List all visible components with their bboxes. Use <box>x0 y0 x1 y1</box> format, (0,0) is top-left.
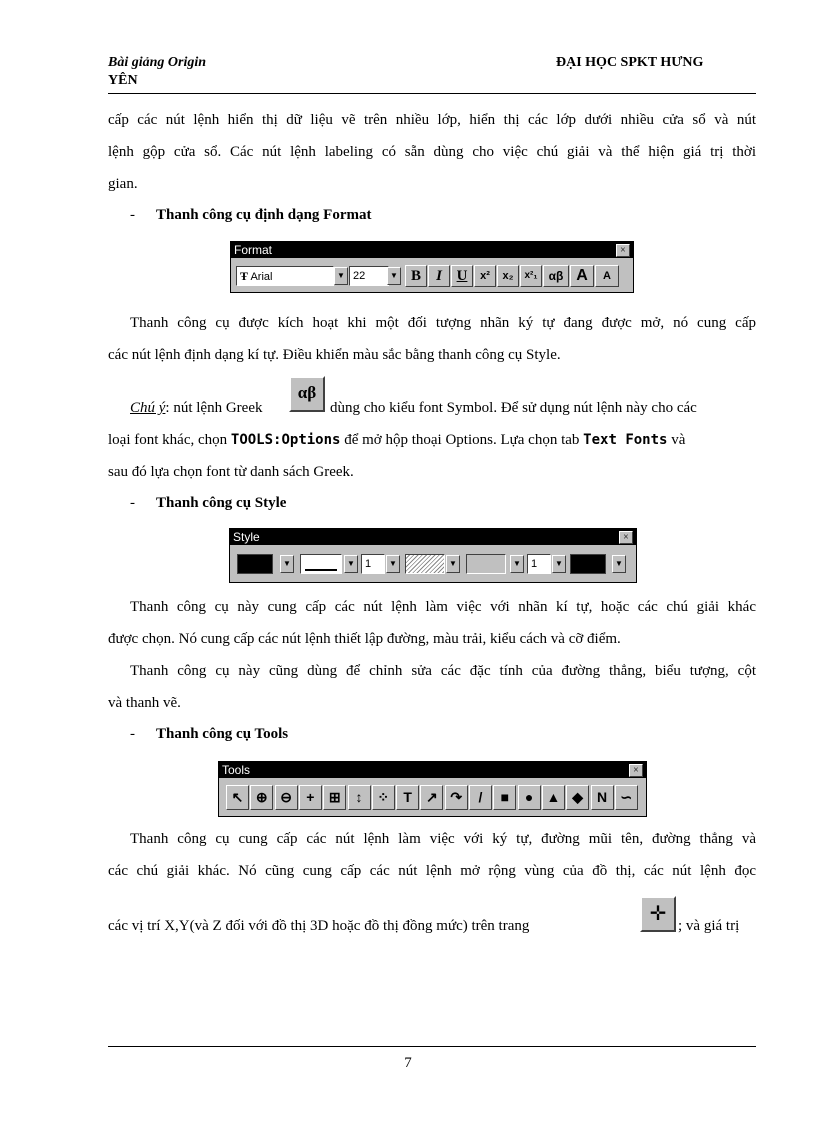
font-value: Arial <box>250 271 273 283</box>
intro-line-1: cấp các nút lệnh hiển thị dữ liệu vẽ trên nhiều lớp, hiển thị các lớp dưới nhiều cửa sổ và nút <box>108 112 756 128</box>
note-line2-b: để mở hộp thoại Options. Lựa chọn tab <box>340 432 584 448</box>
note-text-2: dùng cho kiểu font Symbol. Để sử dụng nút lệnh này cho các <box>330 400 697 416</box>
note-line-1 <box>130 400 262 417</box>
format-heading <box>130 207 371 224</box>
text-tool-button[interactable]: T <box>396 785 419 810</box>
crosshair-icon: ✛ <box>640 896 676 932</box>
close-icon[interactable]: × <box>619 531 633 544</box>
format-toolbar-title: Format <box>231 242 633 258</box>
bullet-dash: - <box>130 726 135 742</box>
header-title-continued: YÊN <box>108 73 138 88</box>
style-heading <box>130 495 286 512</box>
style-toolbar <box>229 528 637 583</box>
note-label: Chú ý <box>130 400 166 416</box>
tools-desc-line-3b: ; và giá trị <box>678 918 740 934</box>
dropdown-arrow-icon[interactable]: ▼ <box>612 555 626 573</box>
dropdown-arrow-icon[interactable]: ▼ <box>510 555 524 573</box>
border-color-swatch[interactable] <box>570 554 606 574</box>
dropdown-arrow-icon[interactable]: ▼ <box>446 555 460 573</box>
bold-button[interactable]: B <box>405 265 427 287</box>
pointer-button[interactable]: ↖ <box>226 785 249 810</box>
note-line-3: sau đó lựa chọn font từ danh sách Greek. <box>108 464 354 480</box>
greek-button[interactable]: αβ <box>543 265 569 287</box>
note-text-1: : nút lệnh Greek <box>165 400 263 416</box>
fill-color-select[interactable] <box>466 554 506 574</box>
style-desc-line-4: và thanh vẽ. <box>108 695 181 711</box>
note-line-2 <box>108 432 685 449</box>
intro-line-3: gian. <box>108 176 138 192</box>
bullet-dash: - <box>130 207 135 223</box>
format-heading-text: Thanh công cụ định dạng Format <box>156 207 372 223</box>
style-toolbar-title: Style <box>230 529 636 545</box>
region-tool-button[interactable]: ◆ <box>566 785 589 810</box>
decrease-font-button[interactable]: A <box>595 265 619 287</box>
tools-options-command: TOOLS:Options <box>230 432 341 448</box>
truetype-icon: Ŧ <box>240 269 249 283</box>
tools-heading-text: Thanh công cụ Tools <box>156 726 289 742</box>
polyline-tool-button[interactable]: N <box>591 785 614 810</box>
note-line2-a: loại font khác, chọn <box>108 432 231 448</box>
increase-font-button[interactable]: A <box>570 265 594 287</box>
supersubscript-button[interactable]: x²₁ <box>520 265 542 287</box>
tools-toolbar <box>218 761 647 817</box>
rectangle-tool-button[interactable]: ■ <box>493 785 516 810</box>
border-width-select[interactable]: 1 <box>527 554 551 574</box>
superscript-button[interactable]: x² <box>474 265 496 287</box>
dropdown-arrow-icon[interactable]: ▼ <box>552 555 566 573</box>
header-rule <box>108 93 756 94</box>
underline-button[interactable]: U <box>451 265 473 287</box>
line-tool-button[interactable]: / <box>469 785 492 810</box>
dropdown-arrow-icon[interactable]: ▼ <box>280 555 294 573</box>
style-heading-text: Thanh công cụ Style <box>156 495 287 511</box>
greek-icon: αβ <box>289 376 325 412</box>
dropdown-arrow-icon[interactable]: ▼ <box>344 555 358 573</box>
data-selector-button[interactable]: ↕ <box>348 785 371 810</box>
size-dropdown-arrow-icon[interactable]: ▼ <box>387 267 401 285</box>
page-number: 7 <box>404 1055 412 1071</box>
style-desc-line-2: được chọn. Nó cung cấp các nút lệnh thiết lập đường, màu trải, kiểu cách và cỡ điểm. <box>108 631 621 647</box>
dropdown-arrow-icon[interactable]: ▼ <box>386 555 400 573</box>
draw-data-button[interactable]: ⁘ <box>372 785 395 810</box>
header-title: Bài giảng Origin <box>108 55 207 70</box>
circle-tool-button[interactable]: ● <box>518 785 541 810</box>
format-desc-line-1: Thanh công cụ được kích hoạt khi một đối tượng nhãn ký tự đang được mở, nó cung cấp <box>130 315 756 331</box>
font-size-select[interactable]: 22 <box>349 266 389 286</box>
style-desc-line-3: Thanh công cụ này cũng dùng để chỉnh sửa các đặc tính của đường thẳng, biểu tượng, cột <box>130 663 756 679</box>
italic-button[interactable]: I <box>428 265 450 287</box>
tools-toolbar-title: Tools <box>219 762 646 778</box>
curved-arrow-tool-button[interactable]: ↷ <box>445 785 468 810</box>
screen-reader-button[interactable]: + <box>299 785 322 810</box>
font-select[interactable] <box>236 266 334 286</box>
style-desc-line-1: Thanh công cụ này cung cấp các nút lệnh làm việc với nhãn kí tự, hoặc các chú giải khác <box>130 599 756 615</box>
close-icon[interactable]: × <box>629 764 643 777</box>
tools-desc-line-3a: các vị trí X,Y(và Z đối với đồ thị 3D hoặc đồ thị đồng mức) trên trang <box>108 918 530 934</box>
line-style-select[interactable] <box>300 554 342 574</box>
polygon-tool-button[interactable]: ▲ <box>542 785 565 810</box>
fill-pattern-select[interactable] <box>405 554 445 574</box>
tools-heading <box>130 726 288 743</box>
zoom-in-button[interactable]: ⊕ <box>250 785 273 810</box>
header-institution: ĐẠI HỌC SPKT HƯNG <box>556 55 704 70</box>
format-desc-line-2: các nút lệnh định dạng kí tự. Điều khiển màu sắc bằng thanh công cụ Style. <box>108 347 561 363</box>
footer-rule <box>108 1046 756 1047</box>
bullet-dash: - <box>130 495 135 511</box>
font-dropdown-arrow-icon[interactable]: ▼ <box>334 267 348 285</box>
close-icon[interactable]: × <box>616 244 630 257</box>
note-line2-c: và <box>667 432 686 448</box>
data-reader-button[interactable]: ⊞ <box>323 785 346 810</box>
arrow-tool-button[interactable]: ↗ <box>420 785 443 810</box>
format-toolbar <box>230 241 634 293</box>
subscript-button[interactable]: x₂ <box>497 265 519 287</box>
line-width-select[interactable]: 1 <box>361 554 385 574</box>
tools-desc-line-1: Thanh công cụ cung cấp các nút lệnh làm việc với ký tự, đường mũi tên, đường thẳng và <box>130 831 756 847</box>
text-color-swatch[interactable] <box>237 554 273 574</box>
freehand-tool-button[interactable]: ∽ <box>615 785 638 810</box>
intro-line-2: lệnh gộp cửa sổ. Các nút lệnh labeling có sẵn dùng cho việc chú giải và thể hiện giá trị thời <box>108 144 756 160</box>
tools-desc-line-2: các chú giải khác. Nó cũng cung cấp các nút lệnh mở rộng vùng của đồ thị, các nút lệnh đọc <box>108 863 756 879</box>
text-fonts-tab: Text Fonts <box>583 432 668 448</box>
zoom-out-button[interactable]: ⊖ <box>275 785 298 810</box>
